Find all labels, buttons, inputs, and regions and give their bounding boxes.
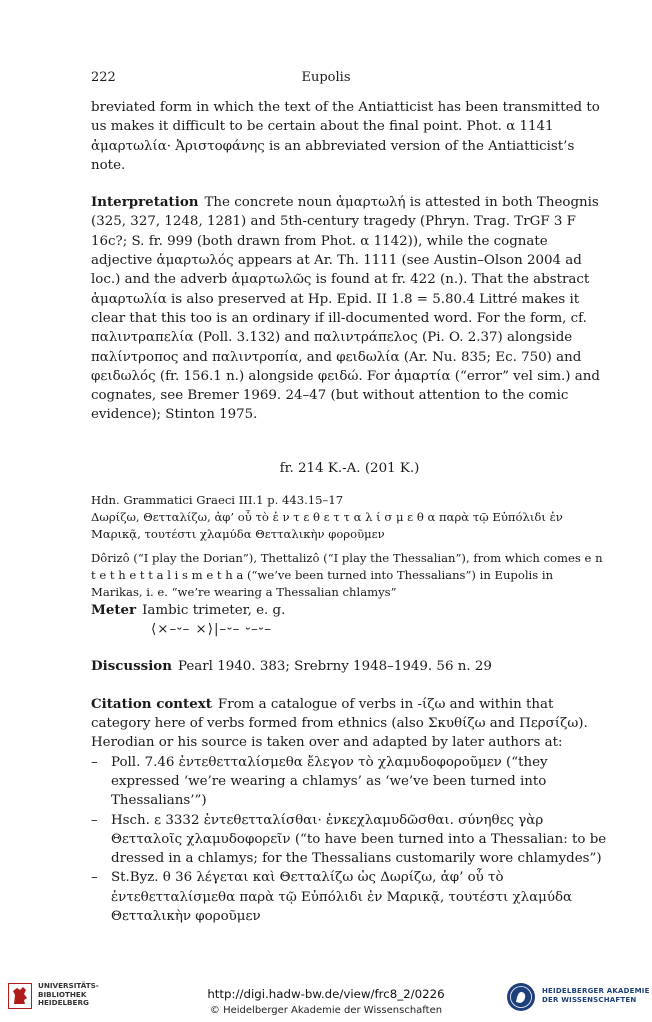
citation-text: From a catalogue of verbs in -ίζω and within that category here of verbs formed from ethnics (also Σκυθίζω and Περσίζω). Herodian or his source is taken over and adapted by later authors at: — [91, 696, 588, 751]
permalink-url[interactable]: http://digi.hadw-bw.de/view/frc8_2/0226 — [207, 987, 445, 1001]
citation-section — [91, 695, 608, 753]
interpretation-heading: Interpretation — [91, 194, 199, 211]
meter-scheme: ⟨×–⏑– ×⟩|–⏑– ⏑–⏑– — [151, 622, 272, 638]
interpretation-text: The concrete noun ἁμαρτωλή is attested in both Theognis (325, 327, 1248, 1281) and 5th-century tragedy (Phryn. Trag. TrGF 3 F 16c?; S. fr. 999 (both drawn from Phot. α 1142)), while the cognate adjective ἁμαρτωλός appears at Ar. Th. 1111 (see Austin–Olson 2004 ad loc.) and the adverb ἁμαρτωλῶς is found at fr. 422 (n.). That the abstract ἁμαρτωλία is also preserved at Hp. Epid. II 1.8 = 5.80.4 Littré makes it clear that this too is an ordinary if ill-documented word. For the form, cf. παλιντραπελία (Poll. 3.132) and παλιντράπελος (Pi. O. 2.37) alongside παλίντροπος and παλιντροπία, and φειδωλία (Ar. Nu. 835; Ec. 750) and φειδωλός (fr. 156.1 n.) alongside φειδώ. For ἁμαρτία (“error” vel sim.) and cognates, see Bremer 1969. 24–47 (but without attention to the comic evidence); Stinton 1975. — [91, 195, 600, 423]
discussion-heading: Discussion — [91, 658, 172, 675]
citation-heading: Citation context — [91, 695, 212, 712]
citation-item-stephanus: – St.Byz. θ 36 λέγεται καὶ Θετταλίζω ὡς Δωρίζω, ἀφ’ οὗ τὸ ἐντεθετταλίσμεθα παρὰ τῷ Εὐπόλιδι ἐν Μαρικᾷ, τουτέστι χλαμύδα Θετταλικὴν φοροῦμεν — [91, 868, 608, 926]
fragment-title: fr. 214 K.-A. (201 K.) — [279, 460, 420, 476]
fragment-translation: Dôrizô (“I play the Dorian”), Thettalizô (“I play the Thessalian”), from which comes e n t e t h e t t a l i s m e t h a (“we’ve been turned into Thessalians”) in Eupolis in Marikas, i. e. “we’re wearing a Thessalian chlamys” — [91, 551, 603, 600]
academy-name: HEIDELBERGER AKADEMIE DER WISSENSCHAFTEN — [542, 987, 650, 1004]
citation-list — [91, 753, 608, 927]
citation-item-pollux: – Poll. 7.46 ἐντεθετταλίσμεθα ἔλεγον τὸ χλαμυδοφοροῦμεν (“they expressed ‘we’re wearing a chlamys’ as ‘we’ve been turned into Thessalians’”) — [91, 753, 608, 811]
meter-heading: Meter — [91, 601, 137, 618]
library-name: UNIVERSITÄTS- BIBLIOTHEK HEIDELBERG — [38, 981, 99, 1008]
fragment-block — [91, 492, 608, 601]
fragment-source: Hdn. Grammatici Graeci III.1 p. 443.15–17 — [91, 493, 344, 508]
page-number: 222 — [91, 70, 116, 85]
fragment-greek: Δωρίζω, Θετταλίζω, ἀφ’ οὗ τὸ ἐ ν τ ε θ ε τ τ α λ ί σ μ ε θ α παρὰ τῷ Εὐπόλιδι ἐν Μαρικᾷ, τουτέστι χλαμύδα Θετταλικὴν φοροῦμεν — [91, 509, 563, 541]
page-body — [91, 98, 608, 926]
discussion-section — [91, 657, 608, 676]
citation-item-hesychius: – Hsch. ε 3332 ἐντεθετταλίσθαι· ἐνκεχλαμυδῶσθαι. σύνηθες γὰρ Θετταλοῖς χλαμυδοφορεῖν (“to have been turned into a Thessalian: to be dressed in a chlamys; for the Thessalians customarily wore chlamydes”) — [91, 811, 608, 869]
running-title: Eupolis — [301, 70, 351, 85]
meter-section — [91, 601, 608, 620]
academy-seal-logo-icon[interactable] — [506, 982, 536, 1012]
copyright-notice: © Heidelberger Akademie der Wissenschaften — [209, 1005, 443, 1016]
interpretation-section — [91, 193, 608, 425]
meter-text: Iambic trimeter, e. g. — [142, 602, 286, 618]
viewer-footer — [0, 965, 652, 1022]
intro-paragraph: breviated form in which the text of the Antiatticist has been transmitted to us makes it difficult to be certain about the final point. Phot. α 1141 ἁμαρτωλία· Ἀριστοφάνης is an abbreviated version of the Antiatticist’s note. — [91, 100, 600, 173]
discussion-text: Pearl 1940. 383; Srebrny 1948–1949. 56 n. 29 — [177, 659, 492, 675]
